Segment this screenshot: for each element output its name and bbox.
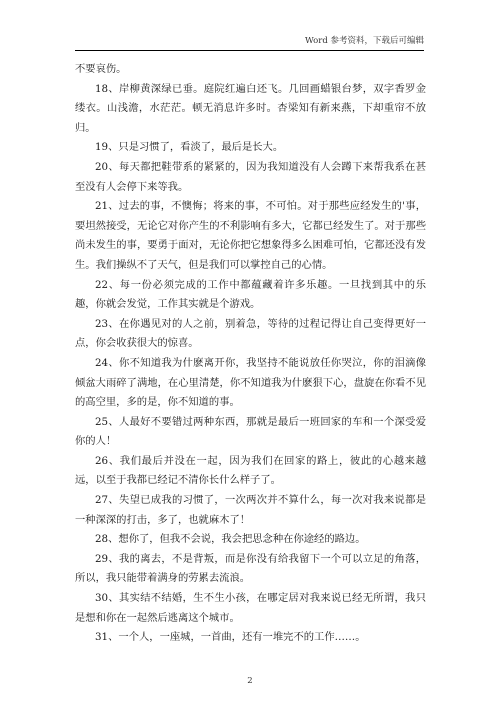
paragraph: 20、每天都把鞋带系的紧紧的，因为我知道没有人会蹲下来帮我系在甚至没有人会停下来等我。 (75, 160, 426, 193)
paragraph: 27、失望已成我的习惯了，一次两次并不算什么，每一次对我来说都是一种深深的打击，多了，也就麻木了！ (75, 494, 426, 526)
paragraph: 26、我们最后并没在一起，因为我们在回家的路上，彼此的心越来越远，以至于我都已经记不清你长什么样子了。 (75, 454, 426, 487)
paragraph: 22、每一份必须完成的工作中都蕴藏着许多乐趣。一旦找到其中的乐趣，你就会发觉，工作其实就是个游戏。 (75, 278, 426, 311)
paragraph: 30、其实结不结婚，生不生小孩，在哪定居对我来说已经无所谓，我只是想和你在一起然后逃离这个城市。 (75, 592, 426, 624)
paragraph: 23、在你遇见对的人之前，别着急，等待的过程记得让自己变得更好一点，你会收获很大的惊喜。 (75, 317, 426, 350)
page-header (75, 28, 424, 51)
paragraph: 19、只是习惯了，看淡了，最后是长大。 (95, 141, 284, 154)
paragraph: 31、一个人，一座城，一首曲，还有一堆完不的工作……。 (95, 631, 366, 644)
paragraph: 21、过去的事，不懊悔；将来的事，不可怕。对于那些应经发生的'事，要坦然接受，无论它对你产生的不利影响有多大，它都已经发生了。对于那些尚未发生的事，要勇于面对，无论你把它想象得多么困难可怕，它都还没有发生。我们操纵不了天气，但是我们可以掌控自己的心情。 (75, 200, 426, 271)
paragraph: 24、你不知道我为什麽离开你，我坚持不能说放任你哭泣，你的泪滴像倾盆大雨碎了满地，在心里清楚，你不知道我为什麽狠下心，盘旋在你看不见的高空里，多的是，你不知道的事。 (75, 356, 426, 409)
paragraph: 不要哀伤。 (75, 63, 127, 75)
paragraph: 28、想你了，但我不会说，我会把思念种在你途经的路边。 (95, 533, 366, 546)
paragraph: 18、岸柳黄深绿已垂。庭院红遍白还飞。几回画蜡银台梦，双字香罗金缕衣。山浅澹，水茫茫。顿无消息许多时。杏梁知有新来燕，下却重帘不放归。 (75, 82, 426, 134)
header-text: Word 参考资料，下载后可编辑 (305, 36, 424, 46)
document-body (75, 60, 426, 648)
page-number: 2 (247, 676, 253, 686)
paragraph: 29、我的离去，不是背叛，而是你没有给我留下一个可以立足的角落，所以，我只能带着满身的劳累去流浪。 (75, 552, 426, 585)
paragraph: 25、人最好不要错过两种东西，那就是最后一班回家的车和一个深受爱你的人！ (75, 415, 426, 448)
